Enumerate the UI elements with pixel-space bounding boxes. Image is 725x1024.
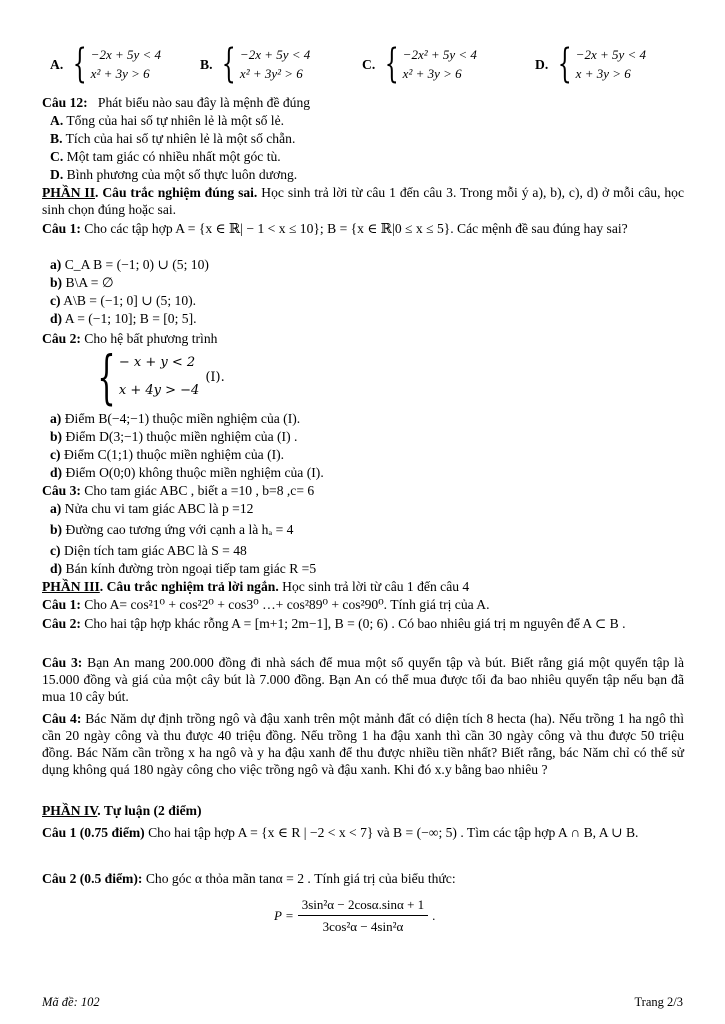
q12-option-a — [42, 112, 284, 129]
part3-q1 — [42, 596, 490, 613]
option-label: A. — [50, 113, 64, 128]
q11-option-c: C. { −2x² + 5y < 4 x² + 3y > 6 — [362, 41, 477, 87]
item-label: b) — [50, 275, 63, 290]
question-text: Cho tam giác ABC , biết a =10 , b=8 ,c= 6 — [80, 483, 315, 498]
option-label: B. — [50, 131, 63, 146]
part2-q3-item-d — [42, 560, 316, 577]
question-label: Câu 2 (0.5 điểm): — [42, 871, 143, 886]
footer-page-number: Trang 2/3 — [634, 995, 683, 1009]
item-text: Diện tích tam giác ABC là S = 48 — [63, 543, 247, 558]
question-text: Cho hệ bất phương trình — [80, 331, 218, 346]
item-text: Điểm B(−4;−1) thuộc miền nghiệm của (I). — [64, 411, 301, 426]
part2-q1-item-a — [42, 256, 209, 273]
part2-q3-item-a — [42, 500, 253, 517]
part2-q3-item-b — [42, 521, 293, 538]
item-text: Điểm O(0;0) không thuộc miền nghiệm của (I). — [65, 465, 324, 480]
part2-q2-system — [88, 343, 225, 411]
part-title: PHẦN III — [42, 579, 100, 594]
q11-option-a: A. { −2x + 5y < 4 x² + 3y > 6 — [50, 41, 162, 87]
question-label: Câu 2: — [42, 616, 81, 631]
item-label: d) — [50, 561, 63, 576]
part2-q1-item-d — [42, 310, 197, 327]
brace-icon: { — [97, 343, 116, 411]
question-text: Bác Năm dự định trồng ngô và đậu xanh trên một mảnh đất có diện tích 8 hecta (ha). Nếu trồng 1 ha ngô thì cần 20 ngày công và thu được 40 triệu đồng. Nếu trồng 1 ha đậu xanh thì cần 30 ngày công và thu được 50 triệu đồng. Bác Năm cần trồng x ha ngô và y ha đậu xanh để thu được nhiều tiền nhất? Biết rằng, bác Năm chỉ có thể sử dụng không quá 180 ngày công cho việc trồng ngô và đậu xanh. Khi đó x.y bằng bao nhiêu ? — [42, 711, 684, 777]
option-text: Tổng của hai số tự nhiên lẻ là một số lẻ. — [66, 113, 285, 128]
q12-option-c — [42, 148, 281, 165]
option-label: B. — [200, 56, 213, 72]
option-text: Tích của hai số tự nhiên lẻ là một số chẵn. — [65, 131, 296, 146]
system-tag: (I). — [205, 369, 225, 385]
question-text: Bạn An mang 200.000 đồng đi nhà sách để mua một số quyển tập và bút. Biết rằng giá một quyển tập là 15.000 đồng và giá của một cây bút là 7.000 đồng. Bạn An có thể mua được tối đa bao nhiêu quyển tập nếu bạn đã mua 10 cây bút. — [42, 655, 684, 704]
option-label: D. — [535, 56, 549, 72]
fraction-numerator: 3sin²α − 2cosα.sinα + 1 — [298, 896, 428, 916]
option-label: C. — [362, 56, 376, 72]
item-text: Điểm D(3;−1) thuộc miền nghiệm của (I) . — [65, 429, 298, 444]
part2-q1-item-c — [42, 292, 196, 309]
question-label: Câu 1 (0.75 điểm) — [42, 825, 145, 840]
sys-line: x² + 3y > 6 — [402, 66, 462, 81]
item-label: c) — [50, 543, 61, 558]
item-text: A\B = (−1; 0] ∪ (5; 10). — [63, 293, 197, 308]
q11-option-d: D. { −2x + 5y < 4 x + 3y > 6 — [535, 41, 647, 87]
part2-q2-item-c — [42, 446, 284, 463]
item-label: a) — [50, 257, 62, 272]
part-title: PHẦN II — [42, 185, 96, 200]
sys-line: x + 3y > 6 — [575, 66, 631, 81]
part2-q2 — [42, 330, 217, 347]
part-title-rest: . Tự luận (2 điểm) — [97, 803, 202, 818]
item-label: d) — [50, 311, 63, 326]
sys-line: −2x + 5y < 4 — [90, 47, 162, 62]
item-label: b) — [50, 429, 63, 444]
part-intro: Học sinh trả lời từ câu 1 đến câu 4 — [278, 579, 470, 594]
expression-p — [274, 896, 435, 935]
item-text: Điểm C(1;1) thuộc miền nghiệm của (I). — [63, 447, 285, 462]
fraction-denominator: 3cos²α − 4sin²α — [322, 919, 404, 934]
option-label: D. — [50, 167, 64, 182]
q12-question — [42, 94, 310, 111]
question-text: Cho hai tập hợp A = {x ∈ R | −2 < x < 7} và B = (−∞; 5) . Tìm các tập hợp A ∩ B, A ∪ B. — [144, 825, 639, 840]
option-label: C. — [50, 149, 64, 164]
part2-q1-item-b — [42, 274, 114, 291]
item-label: b) — [50, 522, 63, 537]
item-text: B\A = ∅ — [65, 275, 114, 290]
expression-fraction — [298, 896, 428, 935]
sys-line: −2x + 5y < 4 — [575, 47, 647, 62]
part-title-rest: . Câu trắc nghiệm đúng sai. — [95, 185, 258, 200]
part2-q3-item-c — [42, 542, 247, 559]
question-label: Câu 1: — [42, 221, 81, 236]
part4-header — [42, 802, 201, 819]
question-text: Cho hai tập hợp khác rỗng A = [m+1; 2m−1], B = (0; 6) . Có bao nhiêu giá trị m nguyên để A ⊂ B . — [80, 616, 626, 631]
item-text: A = (−1; 10]; B = [0; 5]. — [64, 311, 197, 326]
q12-option-b — [42, 130, 295, 147]
item-label: a) — [50, 501, 62, 516]
item-label: d) — [50, 465, 63, 480]
item-label: c) — [50, 447, 61, 462]
part3-header — [42, 578, 469, 595]
question-text: Cho các tập hợp A = {x ∈ ℝ| − 1 < x ≤ 10}; B = {x ∈ ℝ|0 ≤ x ≤ 5}. Các mệnh đề sau đúng hay sai? — [80, 221, 628, 236]
question-label: Câu 3: — [42, 483, 81, 498]
question-label: Câu 12: — [42, 95, 88, 110]
q12-option-d — [42, 166, 297, 183]
part2-q2-item-a — [42, 410, 300, 427]
part3-q3 — [42, 654, 684, 705]
expression-end: . — [432, 908, 436, 923]
footer-exam-code: Mã đề: 102 — [42, 995, 100, 1009]
expression-lhs: P = — [274, 908, 294, 923]
item-text: Đường cao tương ứng với cạnh a là hₐ = 4 — [65, 522, 294, 537]
option-text: Một tam giác có nhiều nhất một góc tù. — [66, 149, 281, 164]
option-label: A. — [50, 56, 64, 72]
sys-line: −2x² + 5y < 4 — [402, 47, 477, 62]
q11-options — [42, 41, 684, 90]
item-text: Nửa chu vi tam giác ABC là p =12 — [64, 501, 254, 516]
part3-q4 — [42, 710, 684, 778]
question-text: Phát biểu nào sau đây là mệnh đề đúng — [97, 95, 311, 110]
part2-q1 — [42, 220, 684, 237]
part4-q1 — [42, 822, 684, 843]
item-text: C_A B = (−1; 0) ∪ (5; 10) — [64, 257, 209, 272]
sys-line: − x + y < 2 — [118, 355, 196, 370]
sys-line: x² + 3y > 6 — [90, 66, 150, 81]
question-label: Câu 1: — [42, 597, 81, 612]
question-label: Câu 4: — [42, 711, 82, 726]
part-title-rest: . Câu trắc nghiệm trả lời ngắn. — [99, 579, 279, 594]
q11-option-b: B. { −2x + 5y < 4 x² + 3y² > 6 — [200, 41, 311, 87]
item-text: Bán kính đường tròn ngoại tiếp tam giác R =5 — [65, 561, 317, 576]
sys-line: x² + 3y² > 6 — [239, 66, 303, 81]
part-title: PHẦN IV — [42, 803, 98, 818]
option-text: Bình phương của một số thực luôn dương. — [66, 167, 298, 182]
part2-q2-item-d — [42, 464, 324, 481]
part2-q3 — [42, 482, 314, 499]
part3-q2 — [42, 614, 684, 633]
part2-q2-item-b — [42, 428, 297, 445]
sys-line: x + 4y > −4 — [118, 383, 200, 398]
item-label: c) — [50, 293, 61, 308]
question-text: Cho A= cos²1⁰ + cos²2⁰ + cos3⁰ …+ cos²89⁰ + cos²90⁰. Tính giá trị của A. — [80, 597, 490, 612]
part4-q2 — [42, 870, 456, 887]
question-text: Cho góc α thỏa mãn tanα = 2 . Tính giá trị của biểu thức: — [142, 871, 456, 886]
part-intro: Học sinh trả lời từ câu 1 đến câu 3. Trong mỗi ý a), b), c), d) ở mỗi câu, học sinh chọn đúng hoặc sai. — [42, 185, 685, 217]
item-label: a) — [50, 411, 62, 426]
question-label: Câu 2: — [42, 331, 81, 346]
part2-header — [42, 184, 684, 218]
question-label: Câu 3: — [42, 655, 83, 670]
sys-line: −2x + 5y < 4 — [239, 47, 311, 62]
